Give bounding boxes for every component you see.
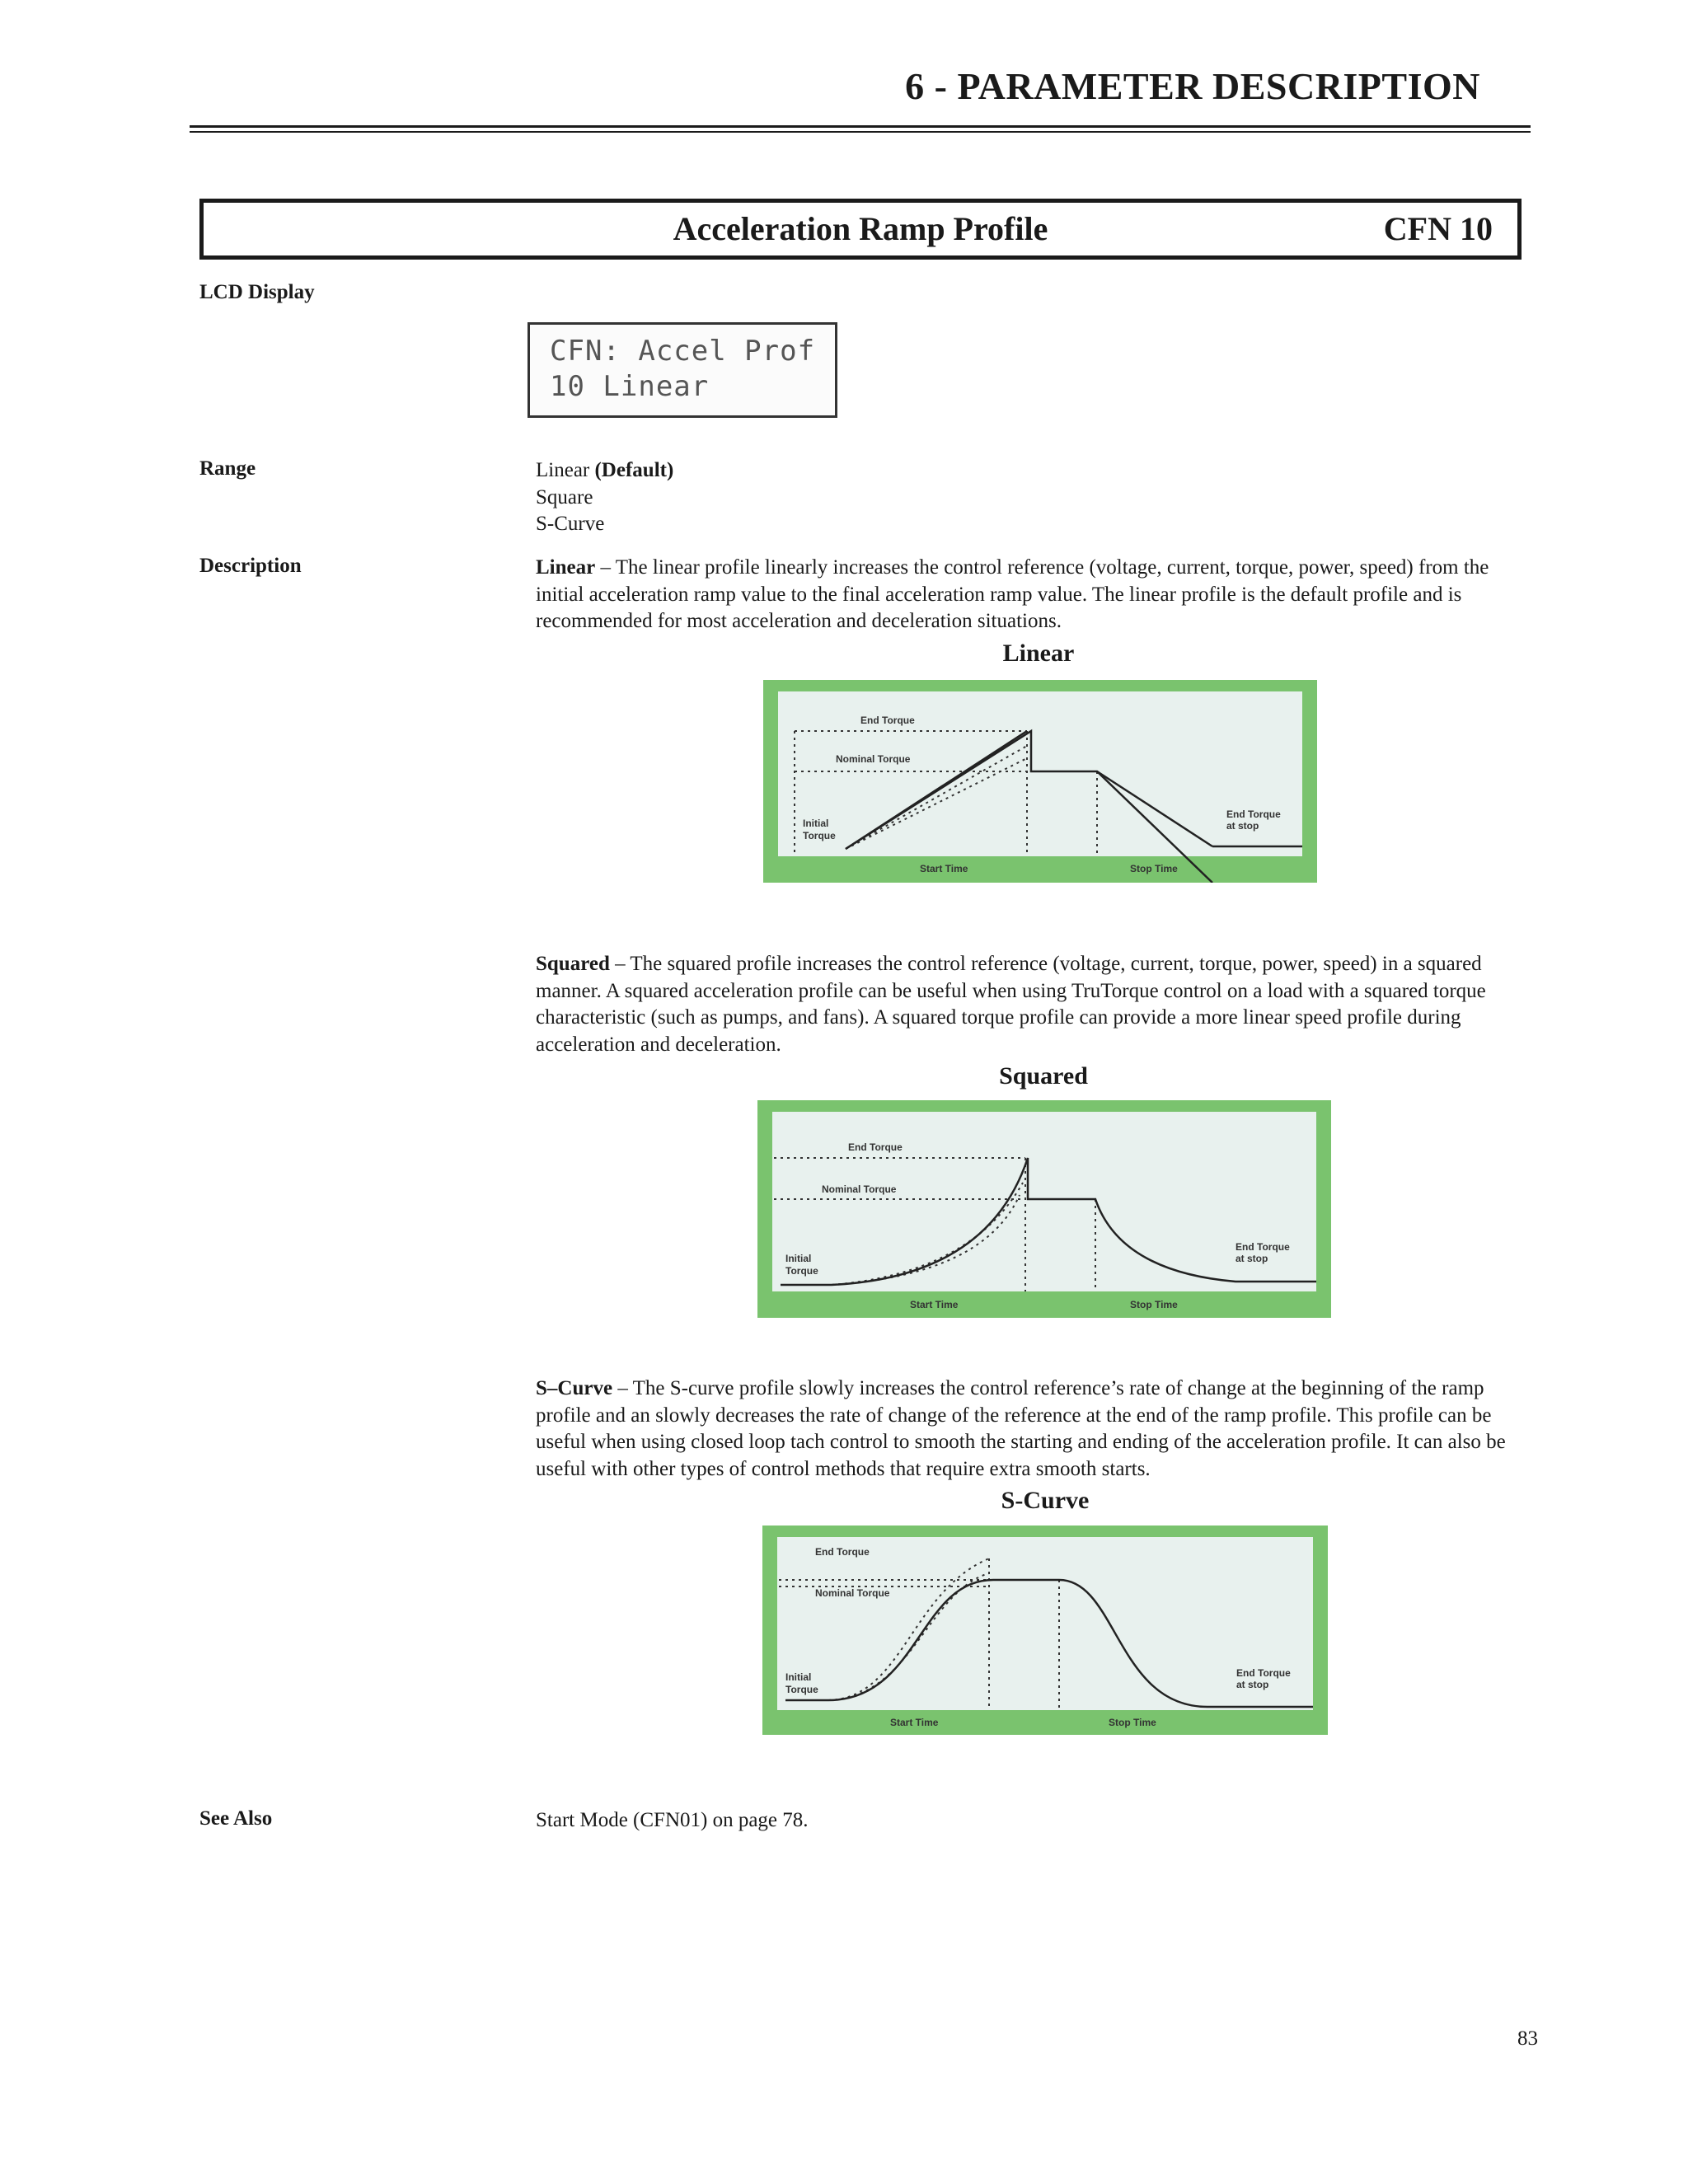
- linear-description: [536, 555, 1525, 635]
- linear-text: – The linear profile linearly increases the control reference (voltage, current, torque, power, speed) from the initial acceleration ramp value to the final acceleration ramp value. The linear profile is the default profile and is recommended for most acceleration and deceleration situations.: [536, 556, 1489, 632]
- scurve-term: S–Curve: [536, 1377, 613, 1399]
- linear-end-torque-stop-label-1: End Torque: [1226, 808, 1281, 820]
- linear-end-torque-stop-label-2: at stop: [1226, 820, 1259, 832]
- squared-term: Squared: [536, 953, 610, 975]
- squared-initial-torque-label-1: Initial: [785, 1253, 812, 1264]
- lcd-display: [528, 322, 837, 418]
- squared-nominal-torque-label: Nominal Torque: [822, 1183, 897, 1195]
- description-label: Description: [199, 555, 302, 577]
- scurve-nominal-torque-label: Nominal Torque: [815, 1587, 890, 1599]
- header-rule-top: [190, 125, 1531, 128]
- linear-stop-time-label: Stop Time: [1130, 863, 1178, 874]
- squared-text: – The squared profile increases the control reference (voltage, current, torque, power, speed) in a squared manner. A squared acceleration profile can be useful when using TruTorque control on a load with a squared torque characteristic (such as pumps, and fans). A squared torque profile can provide a more linear speed profile during acceleration and deceleration.: [536, 953, 1486, 1056]
- squared-stop-time-label: Stop Time: [1130, 1299, 1178, 1310]
- range-option-square: Square: [536, 485, 593, 509]
- scurve-description: [536, 1376, 1525, 1483]
- header-rule-bottom: [190, 131, 1531, 133]
- linear-figure-title: Linear: [1002, 640, 1075, 667]
- scurve-start-time-label: Start Time: [890, 1717, 939, 1728]
- lcd-line-2: 10 Linear: [550, 370, 710, 403]
- page-number: 83: [1517, 2027, 1538, 2050]
- squared-figure: [757, 1100, 1331, 1318]
- see-also-label: See Also: [199, 1807, 273, 1830]
- squared-start-time-label: Start Time: [910, 1299, 959, 1310]
- linear-initial-torque-label-2: Torque: [803, 830, 836, 841]
- linear-term: Linear: [536, 556, 596, 579]
- range-values: [536, 457, 1525, 538]
- parameter-title: Acceleration Ramp Profile: [673, 210, 1048, 247]
- squared-figure-title: Squared: [999, 1062, 1088, 1090]
- squared-initial-torque-label-2: Torque: [785, 1265, 818, 1277]
- lcd-line-1: CFN: Accel Prof: [550, 335, 816, 368]
- scurve-text: – The S-curve profile slowly increases the control reference’s rate of change at the beginning of the ramp profile and an slowly decreases the rate of change of the reference at the end of the ramp profile. This profile can be useful when using closed loop tach control to smooth the starting and ending of the acceleration profile. It can also be useful with other types of control methods that require extra smooth starts.: [536, 1377, 1506, 1480]
- scurve-initial-torque-label-1: Initial: [785, 1671, 812, 1683]
- scurve-figure-title: S-Curve: [1001, 1487, 1090, 1514]
- linear-start-time-label: Start Time: [920, 863, 968, 874]
- linear-figure: [763, 680, 1317, 883]
- squared-description: [536, 951, 1525, 1058]
- scurve-initial-torque-label-2: Torque: [785, 1684, 818, 1695]
- range-label: Range: [199, 457, 256, 480]
- section-title: 6 - PARAMETER DESCRIPTION: [905, 65, 1480, 107]
- squared-end-torque-stop-label-2: at stop: [1236, 1253, 1268, 1264]
- linear-initial-torque-label-1: Initial: [803, 818, 829, 829]
- lcd-display-label: LCD Display: [199, 281, 315, 303]
- squared-end-torque-label: End Torque: [848, 1141, 903, 1153]
- scurve-end-torque-stop-label-1: End Torque: [1236, 1667, 1291, 1679]
- squared-end-torque-stop-label-1: End Torque: [1236, 1241, 1290, 1253]
- scurve-figure: [762, 1526, 1328, 1735]
- linear-nominal-torque-label: Nominal Torque: [836, 753, 911, 765]
- range-option-s-curve: S-Curve: [536, 513, 605, 535]
- scurve-end-torque-label: End Torque: [815, 1546, 870, 1558]
- see-also-text: Start Mode (CFN01) on page 78.: [536, 1809, 809, 1831]
- range-option-default: [536, 457, 1525, 485]
- linear-end-torque-label: End Torque: [860, 715, 915, 726]
- parameter-title-box: [199, 199, 1522, 260]
- default-tag: (Default): [594, 459, 674, 481]
- parameter-code: CFN 10: [1383, 210, 1493, 247]
- scurve-stop-time-label: Stop Time: [1109, 1717, 1156, 1728]
- scurve-end-torque-stop-label-2: at stop: [1236, 1679, 1269, 1690]
- range-option-linear: Linear: [536, 459, 590, 481]
